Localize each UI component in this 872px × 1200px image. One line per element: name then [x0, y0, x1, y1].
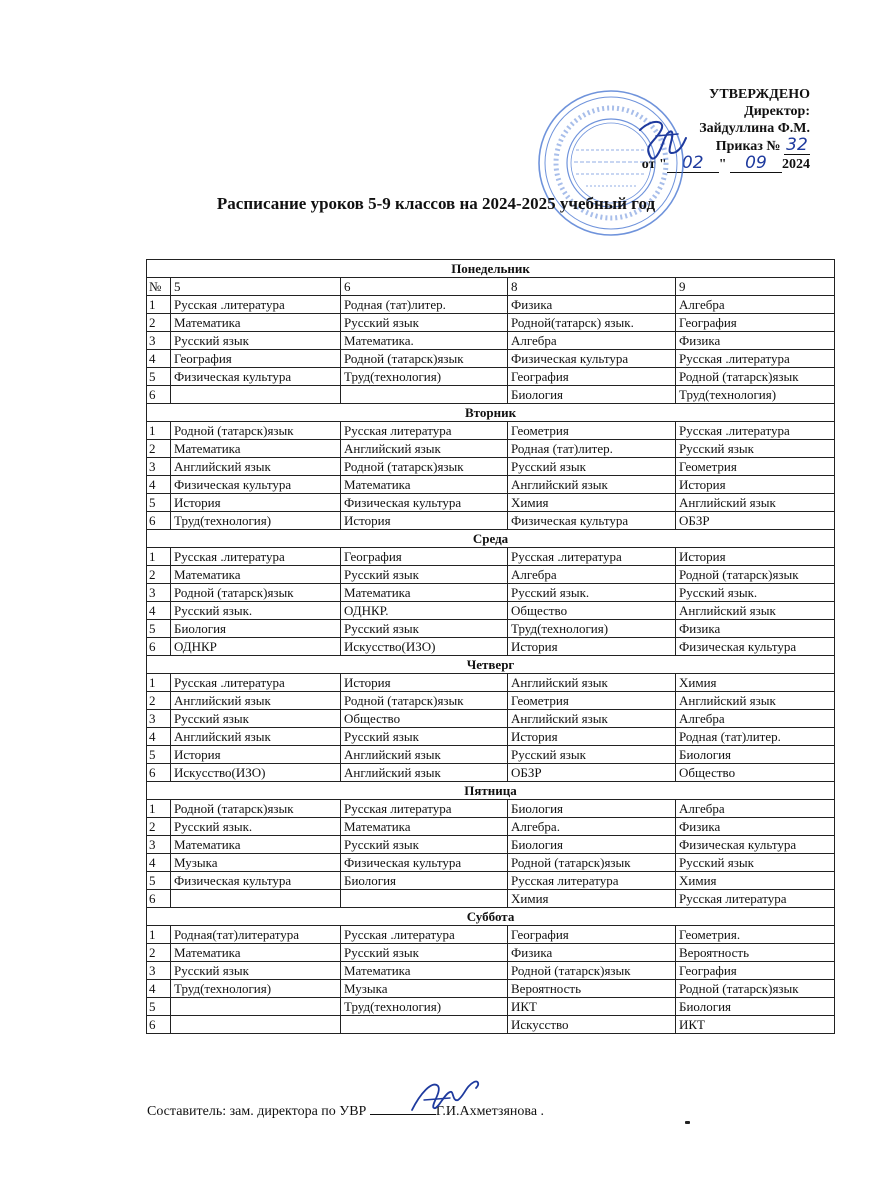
lesson-number: 6	[147, 638, 171, 656]
lesson-cell: Вероятность	[676, 944, 835, 962]
lesson-cell: ОБЗР	[508, 764, 676, 782]
lesson-cell: Биология	[508, 836, 676, 854]
lesson-cell: Родной (татарск)язык	[508, 962, 676, 980]
lesson-number: 1	[147, 422, 171, 440]
lesson-cell: Русский язык.	[508, 584, 676, 602]
lesson-cell: Химия	[508, 494, 676, 512]
lesson-cell: Труд(технология)	[171, 980, 341, 998]
lesson-row	[147, 476, 835, 494]
lesson-cell: История	[341, 674, 508, 692]
lesson-cell: Труд(технология)	[508, 620, 676, 638]
lesson-row	[147, 746, 835, 764]
lesson-cell: Общество	[341, 710, 508, 728]
lesson-number: 1	[147, 296, 171, 314]
lesson-cell: Математика	[341, 584, 508, 602]
day-name: Вторник	[147, 404, 835, 422]
lesson-cell: Труд(технология)	[341, 368, 508, 386]
footer-name: Г.И.Ахметзянова .	[435, 1104, 545, 1119]
lesson-cell: Русский язык	[341, 620, 508, 638]
day-header-row	[147, 908, 835, 926]
lesson-cell: Русская .литература	[676, 350, 835, 368]
lesson-cell: Алгебра	[676, 296, 835, 314]
lesson-cell	[171, 890, 341, 908]
lesson-number: 4	[147, 602, 171, 620]
lesson-cell: Английский язык	[508, 476, 676, 494]
lesson-number: 3	[147, 584, 171, 602]
lesson-cell: Русская .литература	[341, 926, 508, 944]
lesson-number: 2	[147, 566, 171, 584]
lesson-number: 5	[147, 368, 171, 386]
lesson-number: 1	[147, 926, 171, 944]
date-prefix: от "	[641, 157, 667, 172]
day-name: Четверг	[147, 656, 835, 674]
lesson-cell: Физическая культура	[676, 836, 835, 854]
lesson-cell: Родной (татарск)язык	[341, 692, 508, 710]
lesson-cell: Музыка	[341, 980, 508, 998]
day-header-row	[147, 530, 835, 548]
lesson-number: 4	[147, 350, 171, 368]
lesson-cell: Физическая культура	[171, 476, 341, 494]
footer	[147, 1102, 544, 1120]
lesson-row	[147, 926, 835, 944]
lesson-cell: Труд(технология)	[171, 512, 341, 530]
schedule-table	[146, 259, 835, 1034]
lesson-cell: Физическая культура	[171, 368, 341, 386]
date-year: 2024	[782, 157, 810, 172]
lesson-cell	[341, 890, 508, 908]
lesson-cell: Алгебра	[676, 800, 835, 818]
lesson-cell: Родная (тат)литер.	[508, 440, 676, 458]
day-name: Понедельник	[147, 260, 835, 278]
lesson-cell: Физическая культура	[341, 854, 508, 872]
class-header: 8	[508, 278, 676, 296]
lesson-number: 3	[147, 962, 171, 980]
lesson-cell: Алгебра	[508, 332, 676, 350]
order-label: Приказ №	[715, 139, 781, 154]
lesson-row	[147, 602, 835, 620]
lesson-cell: Математика	[341, 962, 508, 980]
lesson-cell: Русский язык	[508, 746, 676, 764]
lesson-row	[147, 548, 835, 566]
lesson-cell: Английский язык	[508, 674, 676, 692]
footer-label: Составитель: зам. директора по УВР	[147, 1104, 367, 1119]
lesson-cell: Геометрия	[508, 422, 676, 440]
director-signature-icon	[630, 112, 690, 172]
lesson-cell: Физическая культура	[508, 350, 676, 368]
lesson-cell: Физическая культура	[676, 638, 835, 656]
lesson-cell: ОБЗР	[676, 512, 835, 530]
lesson-cell: Родная (тат)литер.	[341, 296, 508, 314]
lesson-row	[147, 584, 835, 602]
lesson-row	[147, 620, 835, 638]
lesson-row	[147, 314, 835, 332]
lesson-number: 5	[147, 998, 171, 1016]
lesson-cell: Физика	[676, 620, 835, 638]
lesson-cell: Математика	[171, 566, 341, 584]
date-month: 09	[730, 155, 782, 173]
lesson-cell: Физика	[508, 296, 676, 314]
day-header-row	[147, 404, 835, 422]
lesson-cell: Русский язык	[171, 710, 341, 728]
lesson-cell: Физика	[676, 332, 835, 350]
lesson-number: 5	[147, 494, 171, 512]
lesson-cell: Химия	[676, 872, 835, 890]
lesson-cell: Математика	[171, 836, 341, 854]
lesson-cell: Биология	[676, 998, 835, 1016]
lesson-cell: Математика	[341, 476, 508, 494]
lesson-cell: Английский язык	[676, 494, 835, 512]
lesson-row	[147, 296, 835, 314]
lesson-row	[147, 1016, 835, 1034]
date-day: 02	[667, 155, 719, 173]
class-header: 6	[341, 278, 508, 296]
lesson-row	[147, 674, 835, 692]
lesson-number: 2	[147, 692, 171, 710]
day-name: Среда	[147, 530, 835, 548]
lesson-cell: География	[171, 350, 341, 368]
lesson-cell: Русская литература	[341, 800, 508, 818]
lesson-cell: Труд(технология)	[676, 386, 835, 404]
lesson-cell: Родной (татарск)язык	[676, 566, 835, 584]
lesson-row	[147, 422, 835, 440]
lesson-row	[147, 854, 835, 872]
lesson-row	[147, 566, 835, 584]
lesson-cell: Алгебра	[676, 710, 835, 728]
lesson-cell: Физика	[676, 818, 835, 836]
lesson-cell: Родной (татарск)язык	[341, 458, 508, 476]
lesson-cell: ОДНКР	[171, 638, 341, 656]
lesson-cell: Искусство(ИЗО)	[341, 638, 508, 656]
lesson-cell: Общество	[676, 764, 835, 782]
lesson-row	[147, 818, 835, 836]
lesson-cell: История	[508, 728, 676, 746]
lesson-row	[147, 332, 835, 350]
class-header-row	[147, 278, 835, 296]
lesson-cell	[341, 386, 508, 404]
day-header-row	[147, 656, 835, 674]
lesson-row	[147, 494, 835, 512]
number-header: №	[147, 278, 171, 296]
lesson-cell: Русская литература	[676, 890, 835, 908]
lesson-cell: Русская литература	[341, 422, 508, 440]
class-header: 9	[676, 278, 835, 296]
lesson-cell: Английский язык	[171, 692, 341, 710]
lesson-number: 3	[147, 332, 171, 350]
lesson-number: 6	[147, 764, 171, 782]
lesson-cell: История	[171, 746, 341, 764]
lesson-cell: Физическая культура	[508, 512, 676, 530]
lesson-row	[147, 890, 835, 908]
lesson-cell: ИКТ	[676, 1016, 835, 1034]
lesson-cell: Английский язык	[341, 746, 508, 764]
lesson-cell: Русская .литература	[171, 296, 341, 314]
lesson-cell: Русская .литература	[508, 548, 676, 566]
lesson-number: 3	[147, 710, 171, 728]
lesson-number: 2	[147, 944, 171, 962]
lesson-number: 5	[147, 872, 171, 890]
lesson-cell: Русский язык	[341, 836, 508, 854]
lesson-row	[147, 692, 835, 710]
lesson-cell: Родной (татарск)язык	[676, 368, 835, 386]
lesson-row	[147, 512, 835, 530]
lesson-number: 6	[147, 890, 171, 908]
lesson-cell: История	[676, 548, 835, 566]
lesson-row	[147, 386, 835, 404]
lesson-row	[147, 710, 835, 728]
lesson-cell: Родная(тат)литература	[171, 926, 341, 944]
lesson-cell: Музыка	[171, 854, 341, 872]
lesson-cell: Английский язык	[171, 458, 341, 476]
lesson-cell: Математика	[171, 314, 341, 332]
lesson-number: 1	[147, 674, 171, 692]
lesson-cell: География	[341, 548, 508, 566]
lesson-cell: Родной (татарск)язык	[171, 422, 341, 440]
lesson-row	[147, 764, 835, 782]
lesson-number: 6	[147, 512, 171, 530]
lesson-cell	[171, 998, 341, 1016]
lesson-row	[147, 350, 835, 368]
lesson-cell: Математика	[341, 818, 508, 836]
lesson-row	[147, 368, 835, 386]
lesson-cell: История	[676, 476, 835, 494]
day-header-row	[147, 260, 835, 278]
lesson-cell: Биология	[508, 386, 676, 404]
lesson-cell: Русский язык.	[171, 818, 341, 836]
lesson-number: 1	[147, 800, 171, 818]
lesson-cell	[171, 386, 341, 404]
lesson-number: 4	[147, 854, 171, 872]
lesson-cell: География	[508, 926, 676, 944]
lesson-number: 3	[147, 458, 171, 476]
lesson-row	[147, 728, 835, 746]
lesson-cell: Английский язык	[508, 710, 676, 728]
lesson-row	[147, 638, 835, 656]
lesson-cell	[341, 1016, 508, 1034]
lesson-cell: Вероятность	[508, 980, 676, 998]
order-number: 32	[784, 137, 810, 155]
compiler-signature-icon	[404, 1072, 484, 1120]
approval-position: Директор:	[744, 104, 810, 119]
ink-dot	[685, 1121, 690, 1124]
lesson-cell: Русская .литература	[171, 548, 341, 566]
lesson-number: 2	[147, 818, 171, 836]
lesson-cell: Физическая культура	[341, 494, 508, 512]
lesson-cell: Английский язык	[676, 692, 835, 710]
lesson-cell: Английский язык	[341, 764, 508, 782]
lesson-cell: Русский язык	[341, 566, 508, 584]
lesson-cell: Английский язык	[171, 728, 341, 746]
lesson-cell: Русский язык	[341, 728, 508, 746]
lesson-cell: Физика	[508, 944, 676, 962]
lesson-cell: Русский язык	[676, 440, 835, 458]
lesson-number: 4	[147, 476, 171, 494]
lesson-cell: Родной (татарск)язык	[676, 980, 835, 998]
lesson-cell: Биология	[508, 800, 676, 818]
lesson-cell: Английский язык	[676, 602, 835, 620]
lesson-cell: Родной (татарск)язык	[171, 584, 341, 602]
date-mid: "	[718, 157, 727, 172]
lesson-cell: История	[508, 638, 676, 656]
lesson-row	[147, 836, 835, 854]
lesson-cell: Русский язык.	[676, 584, 835, 602]
lesson-row	[147, 458, 835, 476]
lesson-cell: Английский язык	[341, 440, 508, 458]
lesson-cell: Искусство(ИЗО)	[171, 764, 341, 782]
lesson-cell: География	[508, 368, 676, 386]
lesson-cell: Биология	[171, 620, 341, 638]
lesson-cell: Химия	[508, 890, 676, 908]
lesson-row	[147, 980, 835, 998]
lesson-cell: Физическая культура	[171, 872, 341, 890]
lesson-cell: Геометрия.	[676, 926, 835, 944]
day-header-row	[147, 782, 835, 800]
lesson-cell: Русская .литература	[676, 422, 835, 440]
lesson-number: 5	[147, 746, 171, 764]
lesson-number: 2	[147, 314, 171, 332]
approval-title: УТВЕРЖДЕНО	[709, 87, 810, 102]
schedule-body	[147, 260, 835, 1034]
lesson-cell: Русский язык	[171, 332, 341, 350]
lesson-cell: География	[676, 962, 835, 980]
lesson-cell: История	[341, 512, 508, 530]
lesson-cell: Русский язык	[171, 962, 341, 980]
lesson-row	[147, 998, 835, 1016]
lesson-number: 6	[147, 1016, 171, 1034]
lesson-number: 4	[147, 728, 171, 746]
lesson-cell: Родной (татарск)язык	[508, 854, 676, 872]
lesson-cell: Русская .литература	[171, 674, 341, 692]
day-name: Суббота	[147, 908, 835, 926]
lesson-number: 6	[147, 386, 171, 404]
lesson-number: 5	[147, 620, 171, 638]
lesson-cell: Искусство	[508, 1016, 676, 1034]
lesson-cell	[171, 1016, 341, 1034]
lesson-row	[147, 800, 835, 818]
lesson-cell: История	[171, 494, 341, 512]
lesson-cell: Биология	[341, 872, 508, 890]
lesson-cell: Алгебра	[508, 566, 676, 584]
lesson-row	[147, 872, 835, 890]
class-header: 5	[171, 278, 341, 296]
lesson-cell: Математика	[171, 440, 341, 458]
lesson-cell: Русский язык	[341, 944, 508, 962]
lesson-number: 4	[147, 980, 171, 998]
day-name: Пятница	[147, 782, 835, 800]
lesson-cell: Математика	[171, 944, 341, 962]
lesson-row	[147, 440, 835, 458]
lesson-cell: Труд(технология)	[341, 998, 508, 1016]
lesson-cell: Русский язык	[676, 854, 835, 872]
lesson-row	[147, 944, 835, 962]
page-title: Расписание уроков 5-9 классов на 2024-2025 учебный год	[216, 194, 656, 213]
lesson-cell: Математика.	[341, 332, 508, 350]
lesson-cell: Алгебра.	[508, 818, 676, 836]
lesson-cell: Родной (татарск)язык	[171, 800, 341, 818]
lesson-cell: Биология	[676, 746, 835, 764]
lesson-cell: Русский язык	[341, 314, 508, 332]
lesson-cell: Родной(татарск) язык.	[508, 314, 676, 332]
lesson-cell: Родной (татарск)язык	[341, 350, 508, 368]
lesson-cell: Русский язык	[508, 458, 676, 476]
lesson-number: 1	[147, 548, 171, 566]
lesson-number: 2	[147, 440, 171, 458]
lesson-row	[147, 962, 835, 980]
lesson-cell: Русский язык.	[171, 602, 341, 620]
lesson-cell: Родная (тат)литер.	[676, 728, 835, 746]
lesson-cell: Русская литература	[508, 872, 676, 890]
lesson-cell: ОДНКР.	[341, 602, 508, 620]
lesson-cell: ИКТ	[508, 998, 676, 1016]
approval-name: Зайдуллина Ф.М.	[699, 121, 810, 136]
lesson-number: 3	[147, 836, 171, 854]
lesson-cell: Геометрия	[508, 692, 676, 710]
lesson-cell: Общество	[508, 602, 676, 620]
lesson-cell: Химия	[676, 674, 835, 692]
lesson-cell: География	[676, 314, 835, 332]
lesson-cell: Геометрия	[676, 458, 835, 476]
